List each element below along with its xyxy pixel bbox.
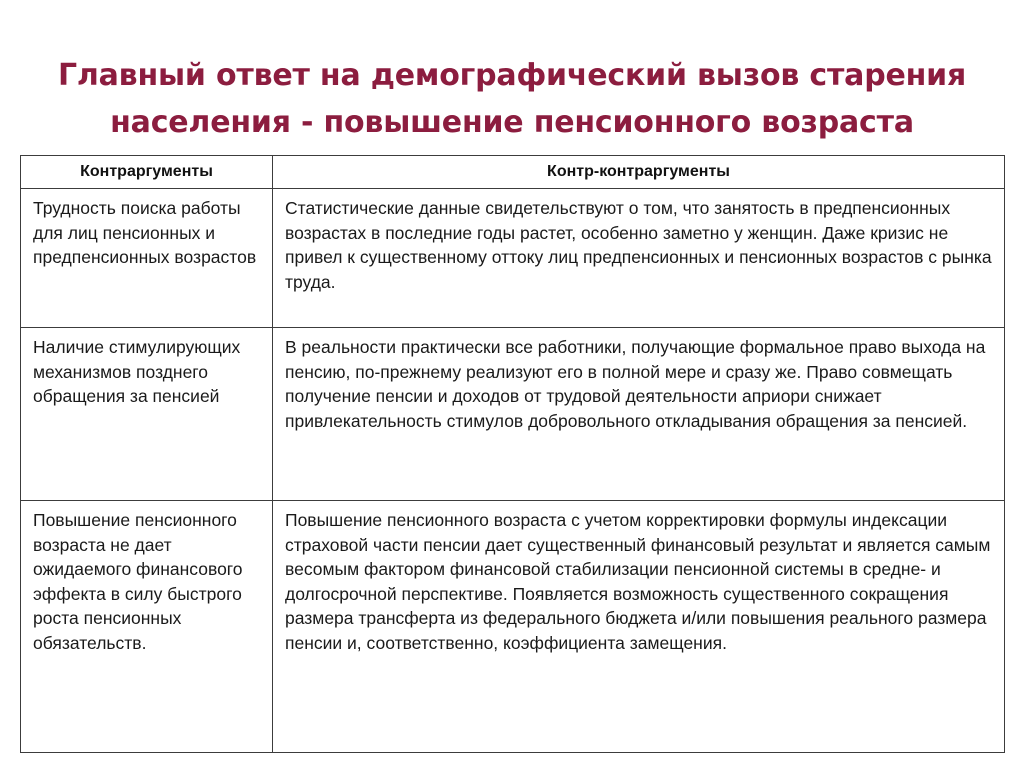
header-counter-counterarguments: Контр-контраргументы <box>273 156 1005 189</box>
table-row <box>21 328 1005 501</box>
counter-argument-cell: В реальности практически все работники, получающие формальное право выхода на пенсию, по-прежнему реализуют его в полной мере и сразу же. Право совмещать получение пенсии и доходов от трудовой деятельности априори снижает привлекательность стимулов добровольного откладывания обращения за пенсией. <box>273 328 1005 501</box>
header-counterarguments: Контраргументы <box>21 156 273 189</box>
counter-argument-cell: Повышение пенсионного возраста с учетом корректировки формулы индексации страховой части пенсии дает существенный финансовый результат и является самым весомым фактором финансовой стабилизации пенсионной системы в средне- и долгосрочной перспективе. Появляется возможность существенного сокращения размера трансферта из федерального бюджета и/или повышения реального размера пенсии и, соответственно, коэффициента замещения. <box>273 501 1005 753</box>
arguments-table <box>20 155 1005 753</box>
slide-title-line-1: Главный ответ на демографический вызов старения <box>57 58 967 93</box>
table-row <box>21 189 1005 328</box>
table-header-row <box>21 156 1005 189</box>
table-row <box>21 501 1005 753</box>
argument-cell: Повышение пенсионного возраста не дает ожидаемого финансового эффекта в силу быстрого роста пенсионных обязательств. <box>21 501 273 753</box>
slide-title-line-2: населения - повышение пенсионного возраста <box>110 105 914 140</box>
argument-cell: Наличие стимулирующих механизмов позднего обращения за пенсией <box>21 328 273 501</box>
counter-argument-cell: Статистические данные свидетельствуют о том, что занятость в предпенсионных возрастах в последние годы растет, особенно заметно у женщин. Даже кризис не привел к существенному оттоку лиц предпенсионных и пенсионных возрастов с рынка труда. <box>273 189 1005 328</box>
argument-cell: Трудность поиска работы для лиц пенсионных и предпенсионных возрастов <box>21 189 273 328</box>
slide-title <box>40 52 984 146</box>
